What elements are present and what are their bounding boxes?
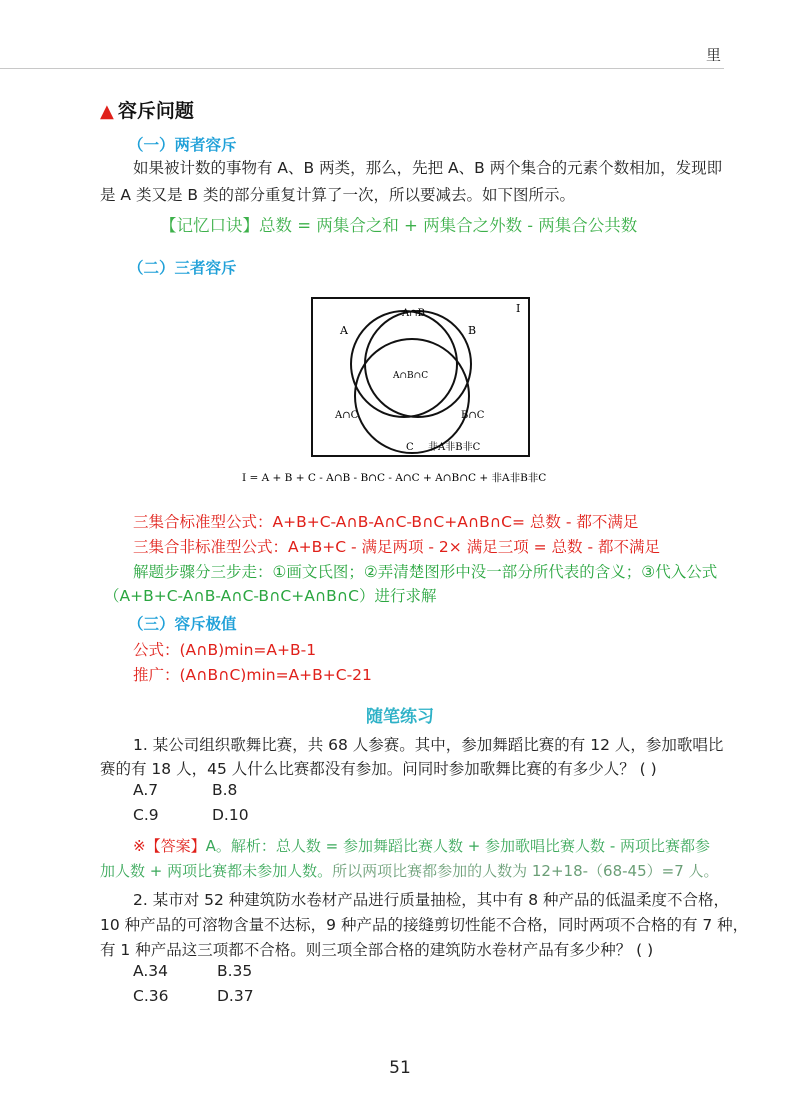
subsection-heading-2: （二）三者容斥 — [128, 259, 237, 277]
paragraph-line-2: 是 A 类又是 B 类的部分重复计算了一次，所以要减去。如下图所示。 — [100, 186, 575, 204]
subsection-heading-1: （一）两者容斥 — [128, 136, 237, 154]
section-title-text: 容斥问题 — [117, 100, 194, 122]
q2-option-b: B.35 — [217, 962, 253, 980]
question-2-line-1: 2. 某市对 52 种建筑防水卷材产品进行质量抽检，其中有 8 种产品的低温柔度不合格， — [133, 891, 730, 909]
triangle-icon: ▲ — [100, 101, 114, 122]
q1-option-d: D.10 — [212, 806, 249, 824]
q2-option-c: C.36 — [133, 987, 169, 1005]
extreme-formula: 公式：(A∩B)min=A+B-1 — [133, 641, 317, 659]
question-1-line-1: 1. 某公司组织歌舞比赛，共 68 人参赛。其中，参加舞蹈比赛的有 12 人，参加歌唱比 — [133, 736, 724, 754]
practice-title: 随笔练习 — [366, 707, 434, 727]
label-abc: A∩B∩C — [393, 371, 429, 381]
circle-c — [355, 339, 469, 453]
label-none: 非A非B非C — [428, 442, 481, 453]
formula-standard: 三集合标准型公式：A+B+C-A∩B-A∩C-B∩C+A∩B∩C= 总数 - 都不满足 — [133, 513, 639, 531]
answer-text-2a: 加人数 + 两项比赛都未参加人数。 — [100, 862, 333, 880]
circle-a — [351, 311, 457, 417]
question-2-line-3: 有 1 种产品这三项都不合格。则三项全部合格的建筑防水卷材产品有多少种？ ( ) — [100, 941, 654, 959]
steps-line-1: 解题步骤分三步走：①画文氏图；②弄清楚图形中没一部分所代表的含义；③代入公式 — [133, 563, 718, 581]
q1-option-a: A.7 — [133, 781, 159, 799]
answer-text-2b: 所以两项比赛都参加的人数为 12+18-（68-45）=7 人。 — [332, 862, 719, 880]
circle-b — [365, 311, 471, 417]
header-mark: 里 — [706, 46, 722, 64]
answer-tag: ※【答案】 — [133, 837, 206, 855]
venn-diagram — [230, 290, 610, 490]
q2-option-a: A.34 — [133, 962, 168, 980]
venn-caption: I = A + B + C - A∩B - B∩C - A∩C + A∩B∩C + 非A非B非C — [242, 472, 547, 484]
subsection-heading-3: （三）容斥极值 — [128, 615, 237, 633]
header-divider — [0, 68, 724, 69]
page-number: 51 — [389, 1058, 411, 1078]
formula-nonstandard: 三集合非标准型公式：A+B+C - 满足两项 - 2× 满足三项 = 总数 - 都不满足 — [133, 538, 660, 556]
section-title — [100, 96, 194, 123]
label-c: C — [406, 442, 414, 453]
q1-option-c: C.9 — [133, 806, 159, 824]
mnemonic: 【记忆口诀】总数 = 两集合之和 + 两集合之外数 - 两集合公共数 — [160, 216, 638, 235]
question-1-line-2: 赛的有 18 人，45 人什么比赛都没有参加。问同时参加歌舞比赛的有多少人？ ( ) — [100, 760, 657, 778]
paragraph-line-1: 如果被计数的事物有 A、B 两类，那么，先把 A、B 两个集合的元素个数相加，发现即 — [133, 159, 723, 177]
q1-option-b: B.8 — [212, 781, 238, 799]
label-i: I — [516, 302, 521, 315]
label-ac: A∩C — [335, 410, 359, 421]
label-a: A — [340, 324, 348, 337]
question-2-line-2: 10 种产品的可溶物含量不达标，9 种产品的接缝剪切性能不合格，同时两项不合格的有 7 种， — [100, 916, 749, 934]
label-b: B — [468, 324, 477, 337]
steps-line-2: （A+B+C-A∩B-A∩C-B∩C+A∩B∩C）进行求解 — [104, 587, 437, 605]
q1-answer-line-2 — [100, 858, 719, 884]
label-ab: A∩B — [402, 308, 425, 319]
q2-option-d: D.37 — [217, 987, 254, 1005]
extreme-extension: 推广：(A∩B∩C)min=A+B+C-21 — [133, 666, 372, 684]
label-bc: B∩C — [461, 410, 485, 421]
answer-text-1: A。解析：总人数 = 参加舞蹈比赛人数 + 参加歌唱比赛人数 - 两项比赛都参 — [205, 837, 711, 855]
q1-answer-line-1 — [133, 833, 710, 859]
